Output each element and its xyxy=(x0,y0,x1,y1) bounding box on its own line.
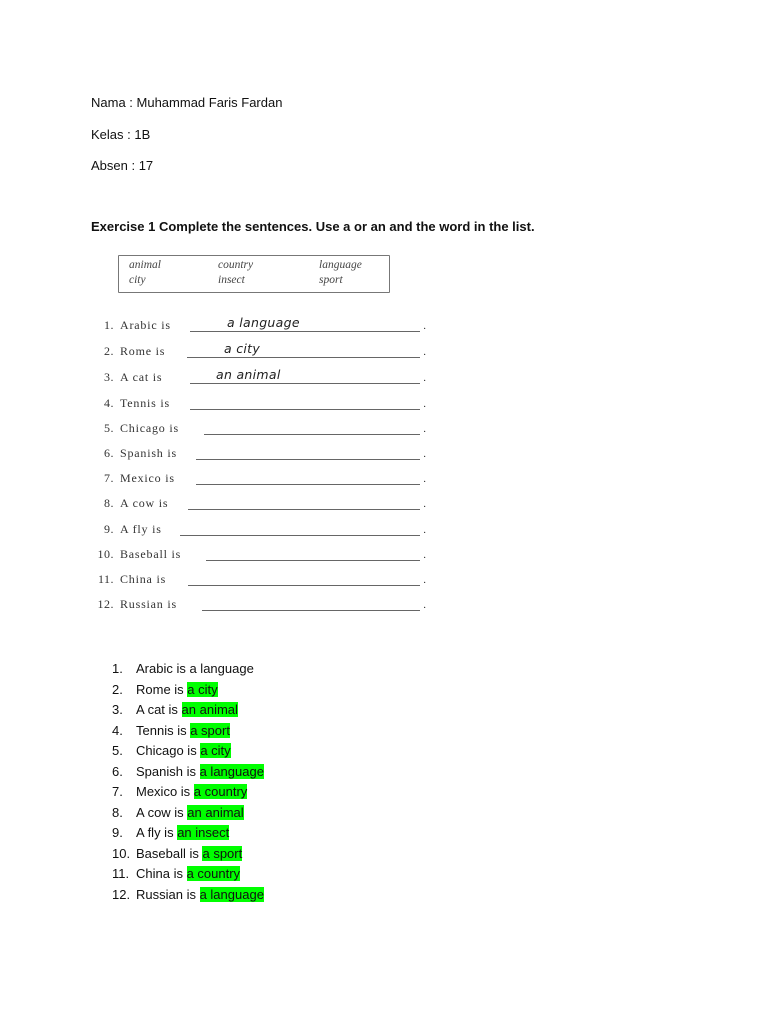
period-mark: . xyxy=(423,448,426,460)
answer-blank-line xyxy=(188,585,420,586)
answer-item xyxy=(112,804,264,825)
period-mark: . xyxy=(423,320,426,332)
worksheet-row xyxy=(92,315,432,336)
answer-prefix: Rome is xyxy=(136,681,188,697)
answer-blank-line xyxy=(187,357,420,358)
period-mark: . xyxy=(423,549,426,561)
answer-number: 10. xyxy=(112,845,131,861)
worksheet-row-number: 1. xyxy=(104,318,114,332)
highlighted-answer: a country xyxy=(193,784,248,799)
answer-prefix: Chicago is xyxy=(136,743,201,758)
answer-number: 6. xyxy=(112,763,123,779)
word-list-item: sport xyxy=(319,274,343,286)
answer-number: 12. xyxy=(112,886,131,902)
period-mark: . xyxy=(423,599,426,611)
worksheet-row-text: A fly is xyxy=(120,522,162,536)
highlighted-answer: an animal xyxy=(181,702,238,717)
worksheet-row-number: 6. xyxy=(104,446,114,460)
worksheet-row-number: 11. xyxy=(97,572,114,586)
worksheet-row xyxy=(92,396,432,414)
worksheet-row-text: Mexico is xyxy=(120,471,175,485)
answer-number: 4. xyxy=(112,722,123,738)
answer-item xyxy=(112,845,264,866)
period-mark: . xyxy=(423,524,426,536)
word-list-item: city xyxy=(129,274,146,286)
answer-prefix: A fly is xyxy=(136,825,178,840)
word-list-box xyxy=(118,255,390,293)
answer-blank-line xyxy=(196,484,420,485)
answer-number: 2. xyxy=(112,681,123,697)
worksheet-row-number: 9. xyxy=(104,522,114,536)
worksheet-row xyxy=(92,522,432,540)
answer-item xyxy=(112,722,264,743)
answer-number: 7. xyxy=(112,784,123,799)
answer-number: 5. xyxy=(112,743,123,758)
period-mark: . xyxy=(423,498,426,510)
exercise-heading: Exercise 1 Complete the sentences. Use a or an and the word in the list. xyxy=(91,219,535,234)
worksheet-row xyxy=(92,547,432,565)
answer-blank-line xyxy=(188,509,420,510)
word-list-item: language xyxy=(319,259,362,271)
answer-blank-line xyxy=(196,459,420,460)
worksheet-row xyxy=(92,496,432,514)
handwritten-answer: an animal xyxy=(216,367,281,382)
worksheet-row xyxy=(92,367,432,388)
period-mark: . xyxy=(423,473,426,485)
answer-prefix: A cat is xyxy=(136,702,182,717)
answer-word: a language xyxy=(189,661,254,676)
answer-prefix: Arabic is xyxy=(136,661,190,676)
highlighted-answer: a country xyxy=(186,866,241,881)
worksheet-row-text: A cat is xyxy=(120,370,163,384)
highlighted-answer: a city xyxy=(200,743,231,758)
answer-item xyxy=(112,763,264,784)
answer-prefix: Tennis is xyxy=(136,722,191,738)
worksheet-row-text: Baseball is xyxy=(120,547,182,561)
worksheet-row-number: 10. xyxy=(97,547,114,561)
word-list-item: country xyxy=(218,259,254,271)
worksheet-row xyxy=(92,421,432,439)
answer-prefix: Russian is xyxy=(136,886,200,902)
worksheet-row-number: 7. xyxy=(104,471,114,485)
highlighted-answer: a language xyxy=(199,763,264,779)
worksheet-row-text: Spanish is xyxy=(120,446,178,460)
answer-blank-line xyxy=(206,560,420,561)
highlighted-answer: a city xyxy=(187,681,218,697)
worksheet-row-text: Chicago is xyxy=(120,421,179,435)
answer-item xyxy=(112,660,264,681)
student-name: Nama : Muhammad Faris Fardan xyxy=(91,95,283,110)
highlighted-answer: a sport xyxy=(202,845,243,861)
answer-item xyxy=(112,886,264,907)
handwritten-answer: a language xyxy=(227,315,300,330)
answer-blank-line xyxy=(190,409,420,410)
highlighted-answer: a language xyxy=(199,886,264,902)
answer-item xyxy=(112,701,264,722)
highlighted-answer: an insect xyxy=(177,825,230,840)
worksheet-row-number: 2. xyxy=(104,344,114,358)
answer-number: 11. xyxy=(112,866,130,881)
highlighted-answer: a sport xyxy=(190,722,230,738)
worksheet-row xyxy=(92,597,432,615)
answer-blank-line xyxy=(190,331,420,332)
worksheet-row-text: Tennis is xyxy=(120,396,171,410)
period-mark: . xyxy=(423,574,426,586)
answer-prefix: Baseball is xyxy=(136,845,203,861)
answer-blank-line xyxy=(180,535,420,536)
answer-item xyxy=(112,681,264,702)
period-mark: . xyxy=(423,372,426,384)
answer-item xyxy=(112,824,264,845)
answer-blank-line xyxy=(190,383,420,384)
worksheet-row-text: China is xyxy=(120,572,167,586)
answer-prefix: A cow is xyxy=(136,804,188,820)
period-mark: . xyxy=(423,423,426,435)
worksheet-row-text: Russian is xyxy=(120,597,178,611)
answer-list xyxy=(112,660,264,906)
answer-item xyxy=(112,742,264,763)
scanned-worksheet xyxy=(92,250,432,620)
period-mark: . xyxy=(423,346,426,358)
worksheet-row xyxy=(92,572,432,590)
worksheet-row-number: 4. xyxy=(104,396,114,410)
student-class: Kelas : 1B xyxy=(91,127,151,142)
worksheet-row-text: Rome is xyxy=(120,344,166,358)
worksheet-row-number: 3. xyxy=(104,370,114,384)
worksheet-row-number: 12. xyxy=(97,597,114,611)
answer-blank-line xyxy=(202,610,420,611)
answer-prefix: China is xyxy=(136,866,187,881)
highlighted-answer: an animal xyxy=(187,804,244,820)
answer-number: 8. xyxy=(112,804,123,820)
worksheet-row-text: Arabic is xyxy=(120,318,171,332)
worksheet-row-number: 5. xyxy=(104,421,114,435)
handwritten-answer: a city xyxy=(224,341,261,356)
answer-item xyxy=(112,865,264,886)
worksheet-row xyxy=(92,471,432,489)
answer-blank-line xyxy=(204,434,420,435)
worksheet-row-text: A cow is xyxy=(120,496,169,510)
word-list-item: insect xyxy=(218,274,245,286)
period-mark: . xyxy=(423,398,426,410)
word-list-item: animal xyxy=(129,259,161,271)
answer-prefix: Mexico is xyxy=(136,784,194,799)
student-absen: Absen : 17 xyxy=(91,158,154,173)
worksheet-row-number: 8. xyxy=(104,496,114,510)
worksheet-row xyxy=(92,446,432,464)
worksheet-row xyxy=(92,341,432,362)
answer-item xyxy=(112,783,264,804)
answer-prefix: Spanish is xyxy=(136,763,200,779)
answer-number: 9. xyxy=(112,825,123,840)
answer-number: 3. xyxy=(112,702,123,717)
answer-number: 1. xyxy=(112,661,123,676)
